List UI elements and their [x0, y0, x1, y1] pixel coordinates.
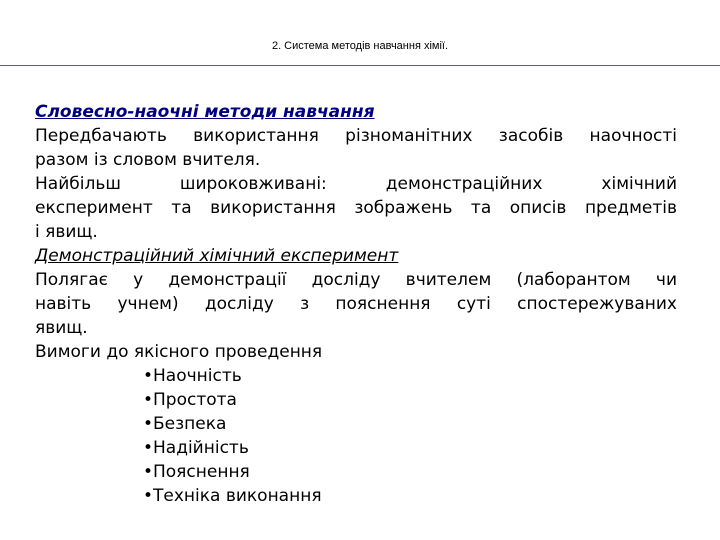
paragraph-line: і явищ.: [35, 222, 98, 242]
bullet-icon: •: [143, 462, 154, 482]
paragraph-line: Найбільш широковживані: демонстраційних хімічний: [35, 174, 677, 194]
list-item: [143, 412, 677, 436]
bullet-icon: •: [143, 414, 154, 434]
bullet-icon: •: [143, 438, 154, 458]
list-item-label: Надійність: [153, 438, 249, 458]
bullet-icon: •: [143, 486, 154, 506]
list-item: [143, 436, 677, 460]
list-item: [143, 484, 677, 508]
list-item: [143, 388, 677, 412]
paragraph-line: разом із словом вчителя.: [35, 150, 261, 170]
requirements-list: [35, 364, 677, 508]
slide-content: [35, 100, 677, 508]
paragraph-line: Полягає у демонстрації досліду вчителем (лаборантом чи: [35, 270, 677, 290]
list-item-label: Безпека: [153, 414, 227, 434]
list-item: [143, 364, 677, 388]
list-item-label: Простота: [153, 390, 237, 410]
paragraph-line: Передбачають використання різноманітних засобів наочності: [35, 126, 677, 146]
paragraph-line: експеримент та використання зображень та описів предметів: [35, 198, 677, 218]
requirements-intro: Вимоги до якісного проведення: [35, 342, 323, 362]
subsection-heading: Демонстраційний хімічний експеримент: [35, 246, 399, 266]
paragraph-line: явищ.: [35, 318, 88, 338]
list-item-label: Пояснення: [153, 462, 250, 482]
list-item-label: Техніка виконання: [153, 486, 322, 506]
header-divider: [0, 65, 720, 66]
slide-header-title: 2. Система методів навчання хімії.: [271, 40, 449, 52]
bullet-icon: •: [143, 366, 154, 386]
list-item: [143, 460, 677, 484]
section-heading: Словесно-наочні методи навчання: [35, 102, 375, 122]
list-item-label: Наочність: [153, 366, 242, 386]
paragraph-line: навіть учнем) досліду з пояснення суті спостережуваних: [35, 294, 677, 314]
bullet-icon: •: [143, 390, 154, 410]
